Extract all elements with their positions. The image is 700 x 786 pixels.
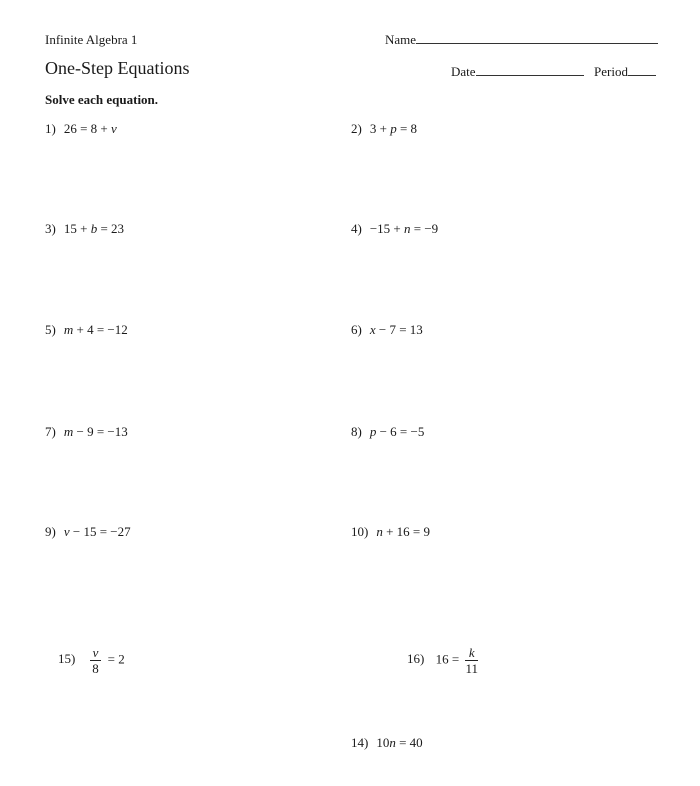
variable: m <box>63 424 74 439</box>
problem-8 <box>351 424 424 440</box>
equation-text: 26 = 8 + <box>63 121 112 136</box>
problem-number: 7) <box>45 424 56 439</box>
variable: p <box>369 424 377 439</box>
period-field[interactable] <box>594 63 656 81</box>
problem-number: 14) <box>351 735 369 750</box>
variable: m <box>63 322 74 337</box>
equation-text: − 6 = −5 <box>376 424 425 439</box>
course-name: Infinite Algebra 1 <box>45 32 138 47</box>
date-field[interactable] <box>451 63 584 81</box>
equation-text: = −9 <box>410 221 439 236</box>
problem-number: 2) <box>351 121 362 136</box>
problem-9 <box>45 524 131 540</box>
equation-text: 3 + <box>369 121 391 136</box>
problem-15 <box>58 645 125 676</box>
fraction <box>465 645 478 676</box>
problem-3 <box>45 221 124 237</box>
equation-text: + 16 = 9 <box>382 524 431 539</box>
problem-number: 10) <box>351 524 369 539</box>
period-label: Period <box>594 64 628 79</box>
equation <box>370 322 423 337</box>
equation-rhs: = 2 <box>107 651 125 667</box>
worksheet-title: One-Step Equations <box>45 58 190 78</box>
problem-16 <box>407 645 481 676</box>
name-blank[interactable] <box>416 31 658 44</box>
numerator: k <box>465 645 478 661</box>
equation-text: + 4 = −12 <box>73 322 128 337</box>
equation <box>370 121 417 136</box>
name-field[interactable] <box>385 31 658 49</box>
equation-text: − 15 = −27 <box>69 524 131 539</box>
variable: b <box>90 221 98 236</box>
problem-number: 5) <box>45 322 56 337</box>
equation-rhs: = 40 <box>395 735 423 750</box>
equation-text: −15 + <box>369 221 405 236</box>
variable: x <box>369 322 376 337</box>
problem-4 <box>351 221 438 237</box>
equation <box>64 322 128 337</box>
variable: n <box>376 524 383 539</box>
problem-number: 8) <box>351 424 362 439</box>
problem-2 <box>351 121 417 137</box>
equation <box>376 524 430 539</box>
date-label: Date <box>451 64 476 79</box>
period-blank[interactable] <box>628 63 656 76</box>
problem-number: 6) <box>351 322 362 337</box>
equation-lhs: 16 = <box>435 651 460 667</box>
problem-number: 16) <box>407 651 425 667</box>
coefficient: 10 <box>376 735 390 750</box>
date-blank[interactable] <box>476 63 584 76</box>
variable: p <box>390 121 397 136</box>
problem-number: 3) <box>45 221 56 236</box>
equation-text: = 8 <box>396 121 418 136</box>
equation-text: − 7 = 13 <box>375 322 423 337</box>
problem-14 <box>351 735 423 751</box>
equation <box>64 121 117 136</box>
problem-number: 4) <box>351 221 362 236</box>
equation-text: = 23 <box>97 221 125 236</box>
problem-number: 15) <box>58 651 76 667</box>
equation-text: − 9 = −13 <box>73 424 128 439</box>
problem-5 <box>45 322 128 338</box>
variable: n <box>389 735 396 750</box>
name-label: Name <box>385 32 417 47</box>
problem-number: 9) <box>45 524 56 539</box>
equation-text: 15 + <box>63 221 91 236</box>
variable: v <box>63 524 70 539</box>
equation <box>370 424 425 439</box>
problem-10 <box>351 524 430 540</box>
denominator: 8 <box>92 661 99 676</box>
fraction <box>90 645 102 676</box>
problem-7 <box>45 424 128 440</box>
equation <box>370 221 438 236</box>
equation <box>64 424 128 439</box>
equation <box>64 221 124 236</box>
variable: v <box>111 121 117 136</box>
problem-6 <box>351 322 423 338</box>
instructions: Solve each equation. <box>45 92 159 107</box>
variable: n <box>404 221 411 236</box>
denominator: 11 <box>465 661 478 676</box>
problem-1 <box>45 121 117 137</box>
numerator: v <box>90 645 102 661</box>
problem-number: 1) <box>45 121 56 136</box>
equation <box>64 524 131 539</box>
